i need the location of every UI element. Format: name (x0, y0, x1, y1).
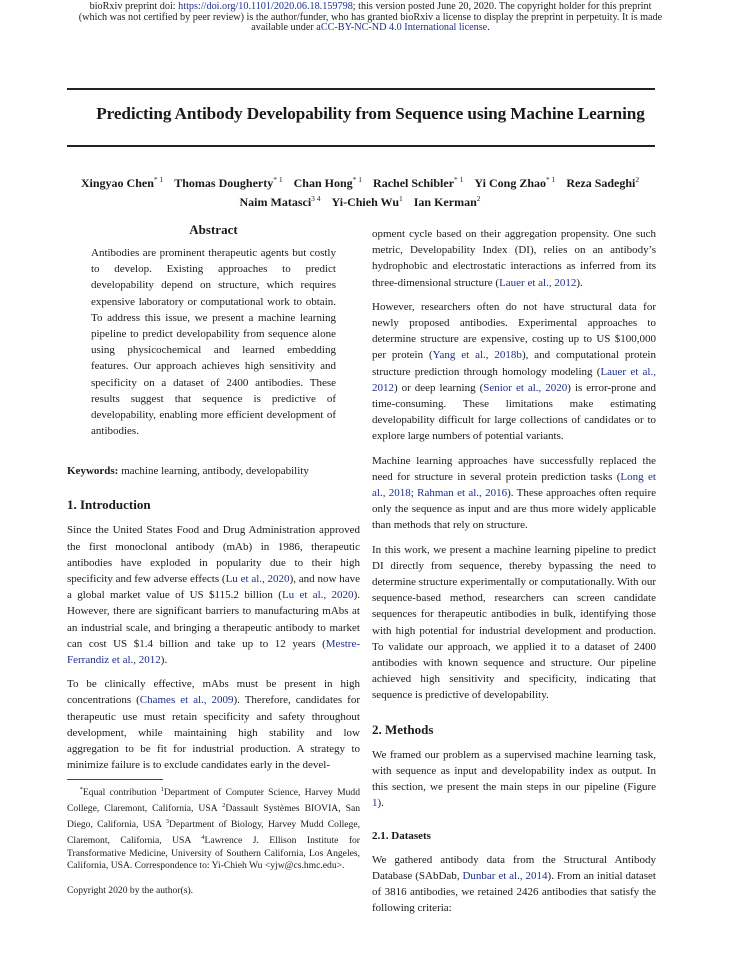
methods-paragraph-1: We framed our problem as a supervised machine learning task, with sequence as input and developability index as output. In this section, we present the main steps in our pipeline (Figure 1). (372, 748, 656, 810)
copyright-notice: Copyright 2020 by the author(s). (67, 885, 194, 897)
footnote-rule (67, 779, 163, 780)
citation-link[interactable]: Lauer et al., 2012 (499, 276, 577, 289)
introduction-heading: 1. Introduction (67, 497, 151, 513)
title-bottom-rule (67, 145, 655, 147)
header-line-3: available under aCC-BY-NC-ND 4.0 International license. (251, 22, 490, 34)
author: Thomas Dougherty$^{* 1}$ (174, 175, 283, 190)
methods-heading: 2. Methods (372, 721, 434, 737)
preprint-header (0, 2, 741, 34)
intro-paragraph-3: However, researchers often do not have structural data for newly proposed antibodies. Experimental approaches to determine structure are expensive, costing up to US $100,000 per protein (Yang et al., 2018b), and computational protein structure prediction through homology modeling (Lauer et al., 2012) or deep learning (Senior et al., 2020) is error-prone and time-consuming. These limitations make estimating developability difficult for large collections of candidates or to explore large numbers of potential variants. (372, 300, 656, 443)
citation-link[interactable]: Lauer et al., 2012 (372, 365, 656, 394)
author: Rachel Schibler$^{* 1}$ (373, 175, 464, 190)
author: Naim Matasci$^{3 4}$ (239, 194, 321, 209)
abstract-heading: Abstract (189, 222, 238, 237)
citation-link[interactable]: Rahman et al., 2016 (417, 487, 508, 500)
keywords: Keywords: machine learning, antibody, developability (67, 465, 309, 478)
intro-paragraph-2-continued: opment cycle based on their aggregation propensity. One such metric, Developability Index (DI), relies on an antibody’s hydrophobic and electrostatic interactions as inferred from its three-dimensional structure (Lauer et al., 2012). (372, 228, 656, 289)
author: Ian Kerman$^2$ (413, 194, 481, 209)
figure-reference-link[interactable]: 1 (372, 797, 378, 810)
citation-link[interactable]: Lu et al., 2020 (225, 573, 290, 586)
intro-paragraph-1: Since the United States Food and Drug Administration approved the first monoclonal antibody (mAb) in 1986, therapeutic antibodies have exploded in popularity due to their high specificity and few adverse effects (Lu et al., 2020), and now have a global market value of US $115.2 billion (Lu et al., 2020). However, there are significant barriers to manufacturing mAbs at an industrial scale, and bringing a therapeutic antibody to market can cost US $1.4 billion and take up to 12 years (Mestre-Ferrandiz et al., 2012). (67, 524, 360, 667)
abstract-text: Antibodies are prominent therapeutic agents but costly to develop. Existing approaches to predict developability depend on structure, which requires expensive laboratory or computational work to obtain. To address this issue, we present a machine learning pipeline to predict developability from sequence alone using physicochemical and learned embedding features. Our approach achieves high sensitivity and specificity on a dataset of 2400 antibodies. These results suggest that sequence is predictive of developability, enabling more efficient development of antibodies. (91, 247, 336, 438)
author: Yi Cong Zhao$^{* 1}$ (474, 175, 556, 190)
author: Yi-Chieh Wu$^1$ (331, 194, 403, 209)
citation-link[interactable]: Senior et al., 2020 (483, 381, 568, 394)
intro-paragraph-5: In this work, we present a machine learning pipeline to predict DI directly from sequence, thereby bypassing the need to determine structure experimentally or computationally. With our sequence-based method, researchers can screen candidate sequences for therapeutic antibodies in bulk, identifying those with high potential for industrial development and production. To validate our approach, we applied it to a dataset of 2400 antibodies with known sequence and structure. Our pipeline achieved high sensitivity and specificity, indicating that sequence is predictive of developability. (372, 543, 656, 702)
doi-link[interactable]: https://doi.org/10.1101/2020.06.18.159798 (178, 1, 353, 12)
right-column (372, 226, 656, 916)
author-list (60, 172, 660, 210)
citation-link[interactable]: Lu et al., 2020 (281, 589, 354, 602)
intro-paragraph-2: To be clinically effective, mAbs must be present in high concentrations (Chames et al., 2009). Therefore, candidates for therapeutic use must retain specificity and safety throughout development, while maintaining high stability and low aggregation to be fit for industrial production. A strategy to minimize failure is to exclude candidates early in the devel- (67, 678, 360, 772)
license-link[interactable]: CC-BY-NC-ND 4.0 International license (320, 22, 488, 34)
paper-title: Predicting Antibody Developability from Sequence using Machine Learning (96, 104, 645, 123)
datasets-paragraph: We gathered antibody data from the Structural Antibody Database (SAbDab, Dunbar et al., 2014). From an initial dataset of 3816 antibodies, we retained 2426 antibodies that satisfy the following criteria: (372, 853, 656, 915)
left-column (67, 222, 360, 898)
header-line-2: (which was not certified by peer review) is the author/funder, who has granted bioRxiv a license to display the preprint in perpetuity. It is made (78, 11, 663, 23)
header-line-1: bioRxiv preprint doi: https://doi.org/10.1101/2020.06.18.159798; this version posted June 20, 2020. The copyright holder for this preprint (89, 1, 652, 12)
citation-link[interactable]: Chames et al., 2009 (139, 694, 234, 707)
author: Xingyao Chen$^{* 1}$ (80, 175, 164, 190)
intro-paragraph-4: Machine learning approaches have successfully replaced the need for structure in several protein prediction tasks (Long et al., 2018; Rahman et al., 2016). These approaches often require only the sequence as input and are thus more widely applicable than methods that rely on structure. (372, 454, 656, 532)
citation-link[interactable]: Mestre-Ferrandiz et al., 2012 (67, 637, 360, 667)
citation-link[interactable]: Long et al., 2018 (372, 470, 656, 500)
author: Chan Hong$^{* 1}$ (293, 175, 363, 190)
citation-link[interactable]: Dunbar et al., 2014 (462, 869, 548, 882)
affiliations-footnote: *Equal contribution $^1$Department of Computer Science, Harvey Mudd College, Claremont, California, USA $^2$Dassault Systèmes BIOVIA, San Diego, California, USA $^3$Department of Biology, Harvey Mudd College, Claremont, California, USA $^4$Lawrence J. Ellison Institute for Transformative Medicine, University of Southern California, Los Angeles, California, USA. Correspondence to: Yi-Chieh Wu <yjw@cs.hmc.edu>. (67, 786, 361, 872)
citation-link[interactable]: Yang et al., 2018b (432, 349, 522, 362)
title-top-rule (67, 88, 655, 90)
datasets-heading: 2.1. Datasets (372, 829, 431, 842)
author: Reza Sadeghi$^2$ (566, 175, 640, 190)
